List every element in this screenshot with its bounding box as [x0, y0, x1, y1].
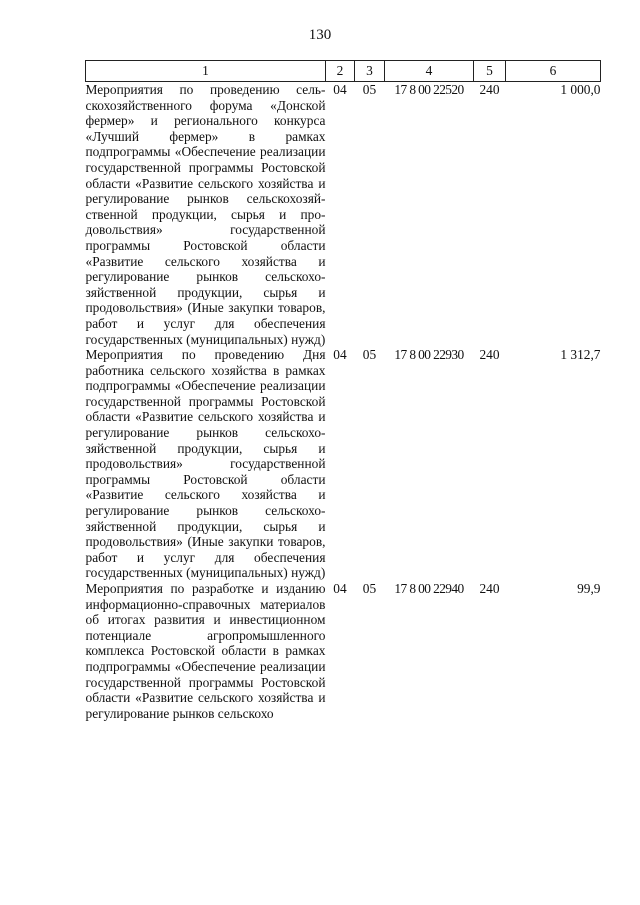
amount: 1 312,7 [560, 347, 601, 363]
subsection-code: 05 [362, 347, 377, 363]
amount: 1 000,0 [560, 82, 601, 97]
column-header-1: 1 [86, 61, 326, 82]
table-row [86, 581, 601, 721]
column-header-5: 5 [474, 61, 506, 82]
column-header-3: 3 [355, 61, 385, 82]
subsection-code: 05 [362, 82, 377, 97]
column-header-2: 2 [326, 61, 355, 82]
row-description: Мероприятия по разработке и изданию информационно-справочных материалов об итогах развития и инвестиционном потенциале агропромышленного комплекса Ростовской области в рамках подпрограммы «Обеспечение реализации государственной программы Ростовской области «Развитие сельского хозяйства и регулирование рынков сельскохо [85, 581, 326, 721]
subsection-code: 05 [362, 581, 377, 596]
target-article-code: 17 8 00 22520 [394, 82, 464, 97]
section-code: 04 [333, 347, 347, 363]
budget-table [85, 60, 601, 721]
table-row [86, 82, 601, 348]
target-article-code: 17 8 00 22940 [394, 581, 464, 596]
row-description: Мероприятия по проведению сельскохозяйственного форума «Донской фермер» и регионального конкурса «Лучший фермер» в рамках подпрограммы «Обеспечение реализации государственной программы Ростовской области «Развитие сельского хозяйства и регулирование рынков сельскохозяйственной продукции, сырья и продовольствия» государственной программы Ростовской области «Развитие сельского хозяйства и регулирование рынков сельскохозяйственной продукции, сырья и продовольствия» (Иные закупки товаров, работ и услуг для обеспечения государственных (муниципальных) нужд) [85, 82, 326, 347]
target-article-code: 17 8 00 22930 [394, 347, 464, 363]
row-description: Мероприятия по проведению Дня работника сельского хозяйства в рамках подпрограммы «Обеспечение реализации государственной программы Ростовской области «Развитие сельского хозяйства и регулирование рынков сельскохозяйственной продукции, сырья и продовольствия» государственной программы Ростовской области «Развитие сельского хозяйства и регулирование рынков сельскохозяйственной продукции, сырья и продовольствия» (Иные закупки товаров, работ и услуг для обеспечения государственных (муниципальных) нужд) [85, 347, 326, 581]
expense-type-code: 240 [479, 581, 500, 596]
expense-type-code: 240 [479, 82, 500, 97]
table-row [86, 347, 601, 581]
column-header-4: 4 [385, 61, 474, 82]
section-code: 04 [333, 581, 347, 596]
column-header-6: 6 [506, 61, 601, 82]
table-header-row [86, 61, 601, 82]
section-code: 04 [333, 82, 347, 97]
amount: 99,9 [577, 581, 601, 596]
expense-type-code: 240 [479, 347, 500, 363]
page-number: 130 [308, 27, 332, 43]
